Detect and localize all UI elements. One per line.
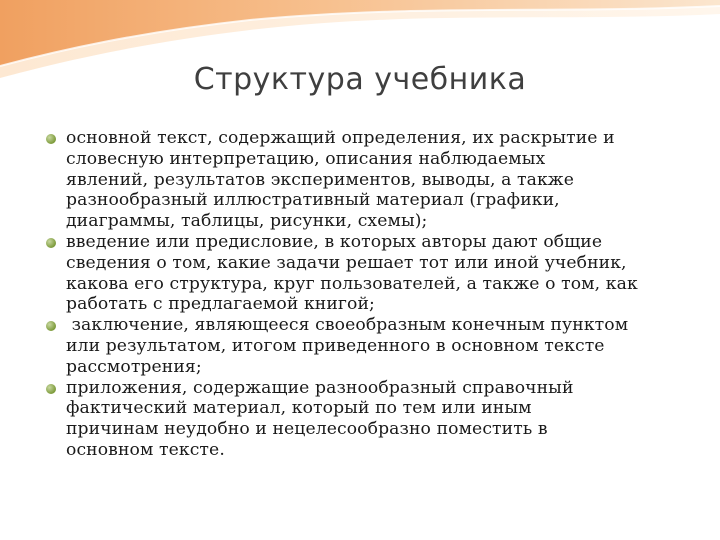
bullet-line: явлений, результатов экспериментов, выводы, а также [66, 169, 574, 190]
bullet-item [46, 315, 686, 377]
bullet-dot-icon [46, 321, 56, 331]
bullet-line: сведения о том, какие задачи решает тот или иной учебник, [66, 252, 627, 273]
bullet-line: или результатом, итогом приведенного в основном тексте [66, 335, 605, 356]
bullet-line: приложения, содержащие разнообразный справочный [66, 377, 574, 398]
bullet-line: фактический материал, который по тем или иным [66, 398, 532, 419]
bullet-item [46, 232, 686, 315]
bullet-line: какова его структура, круг пользователей, а также о том, как [66, 273, 638, 294]
bullet-line: введение или предисловие, в которых авторы дают общие [66, 231, 603, 252]
bullet-line: работать с предлагаемой книгой; [66, 294, 375, 315]
bullet-dot-icon [46, 134, 56, 144]
bullet-line: основном тексте. [66, 439, 225, 460]
bullet-item [46, 128, 686, 232]
bullet-line: разнообразный иллюстративный материал (графики, [66, 190, 560, 211]
slide-title: Структура учебника [193, 62, 527, 97]
bullet-line: основной текст, содержащий определения, их раскрытие и [66, 128, 615, 148]
bullet-line: словесную интерпретацию, описания наблюдаемых [66, 148, 546, 169]
bullet-list [46, 128, 686, 461]
bullet-item [46, 378, 686, 461]
bullet-line: причинам неудобно и нецелесообразно поместить в [66, 419, 548, 440]
bullet-line: заключение, являющееся своеобразным конечным пунктом [66, 315, 629, 336]
bullet-line: рассмотрения; [66, 356, 202, 377]
bullet-line: диаграммы, таблицы, рисунки, схемы); [66, 211, 428, 232]
bullet-dot-icon [46, 384, 56, 394]
bullet-dot-icon [46, 238, 56, 248]
